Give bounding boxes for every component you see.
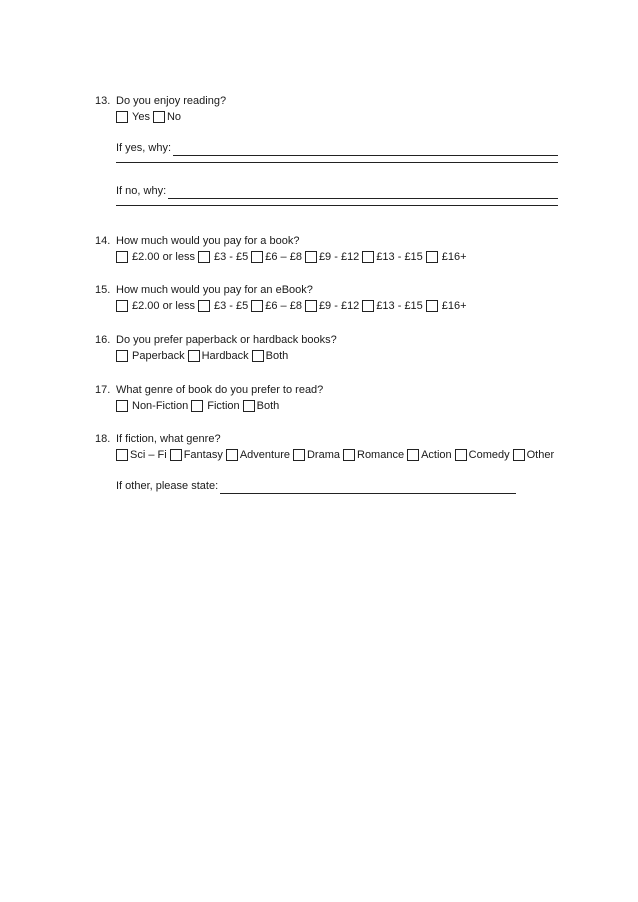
question-16: [95, 332, 565, 364]
option-paperback[interactable]: Paperback: [116, 348, 185, 364]
option-13-15[interactable]: £13 - £15: [362, 249, 422, 265]
question-14: [95, 233, 565, 265]
checkbox[interactable]: [305, 251, 317, 263]
option-3-5[interactable]: £3 - £5: [198, 249, 248, 265]
option-no[interactable]: No: [153, 109, 181, 125]
option-non-fiction[interactable]: Non-Fiction: [116, 398, 188, 414]
option-sci-fi[interactable]: Sci – Fi: [116, 447, 167, 463]
question-text: Do you prefer paperback or hardback books?: [116, 334, 337, 346]
checkbox[interactable]: [116, 111, 128, 123]
question-number: 15.: [95, 284, 111, 296]
options-row: [116, 447, 565, 463]
option-13-15[interactable]: £13 - £15: [362, 298, 422, 314]
question-number: 14.: [95, 235, 111, 247]
question-number: 17.: [95, 384, 111, 396]
checkbox[interactable]: [116, 251, 128, 263]
option-both[interactable]: Both: [243, 398, 280, 414]
checkbox[interactable]: [426, 251, 438, 263]
checkbox[interactable]: [243, 400, 255, 412]
checkbox[interactable]: [198, 300, 210, 312]
option-2-or-less[interactable]: £2.00 or less: [116, 249, 195, 265]
if-yes-why-field: [116, 140, 558, 163]
checkbox[interactable]: [305, 300, 317, 312]
checkbox[interactable]: [116, 449, 128, 461]
if-yes-line[interactable]: [173, 143, 558, 156]
checkbox[interactable]: [251, 251, 263, 263]
checkbox[interactable]: [407, 449, 419, 461]
question-number: 16.: [95, 334, 111, 346]
if-other-label: If other, please state:: [116, 480, 219, 492]
checkbox[interactable]: [513, 449, 525, 461]
checkbox[interactable]: [116, 300, 128, 312]
checkbox[interactable]: [426, 300, 438, 312]
option-2-or-less[interactable]: £2.00 or less: [116, 298, 195, 314]
option-comedy[interactable]: Comedy: [455, 447, 510, 463]
option-9-12[interactable]: £9 - £12: [305, 298, 359, 314]
if-no-why-field: [116, 183, 558, 206]
checkbox[interactable]: [343, 449, 355, 461]
checkbox[interactable]: [252, 350, 264, 362]
question-text: Do you enjoy reading?: [116, 95, 227, 107]
question-13: [95, 93, 565, 125]
option-16-plus[interactable]: £16+: [426, 249, 467, 265]
if-other-field: [116, 478, 516, 494]
question-text: What genre of book do you prefer to read?: [116, 384, 324, 396]
options-row: [116, 298, 565, 314]
if-no-line[interactable]: [168, 186, 558, 199]
if-other-line[interactable]: [220, 481, 516, 494]
if-no-line-2[interactable]: [116, 205, 558, 206]
question-number: 13.: [95, 95, 111, 107]
options-row: [116, 348, 565, 364]
option-9-12[interactable]: £9 - £12: [305, 249, 359, 265]
checkbox[interactable]: [226, 449, 238, 461]
option-action[interactable]: Action: [407, 447, 452, 463]
option-adventure[interactable]: Adventure: [226, 447, 290, 463]
option-3-5[interactable]: £3 - £5: [198, 298, 248, 314]
options-row: [116, 109, 565, 125]
option-16-plus[interactable]: £16+: [426, 298, 467, 314]
checkbox[interactable]: [153, 111, 165, 123]
question-15: [95, 282, 565, 314]
question-text: If fiction, what genre?: [116, 433, 221, 445]
if-yes-line-2[interactable]: [116, 162, 558, 163]
checkbox[interactable]: [293, 449, 305, 461]
option-hardback[interactable]: Hardback: [188, 348, 249, 364]
option-6-8[interactable]: £6 – £8: [251, 298, 302, 314]
checkbox[interactable]: [116, 350, 128, 362]
if-yes-label: If yes, why:: [116, 142, 172, 154]
option-fiction[interactable]: Fiction: [191, 398, 239, 414]
checkbox[interactable]: [170, 449, 182, 461]
question-text: How much would you pay for a book?: [116, 235, 300, 247]
checkbox[interactable]: [362, 300, 374, 312]
options-row: [116, 398, 565, 414]
option-drama[interactable]: Drama: [293, 447, 340, 463]
option-romance[interactable]: Romance: [343, 447, 404, 463]
question-18: [95, 431, 565, 463]
option-6-8[interactable]: £6 – £8: [251, 249, 302, 265]
question-17: [95, 382, 565, 414]
checkbox[interactable]: [188, 350, 200, 362]
checkbox[interactable]: [362, 251, 374, 263]
checkbox[interactable]: [455, 449, 467, 461]
options-row: [116, 249, 565, 265]
checkbox[interactable]: [116, 400, 128, 412]
checkbox[interactable]: [191, 400, 203, 412]
if-no-label: If no, why:: [116, 185, 167, 197]
question-text: How much would you pay for an eBook?: [116, 284, 313, 296]
checkbox[interactable]: [251, 300, 263, 312]
option-yes[interactable]: Yes: [116, 109, 150, 125]
question-number: 18.: [95, 433, 111, 445]
option-both[interactable]: Both: [252, 348, 289, 364]
option-other[interactable]: Other: [513, 447, 555, 463]
checkbox[interactable]: [198, 251, 210, 263]
option-fantasy[interactable]: Fantasy: [170, 447, 223, 463]
